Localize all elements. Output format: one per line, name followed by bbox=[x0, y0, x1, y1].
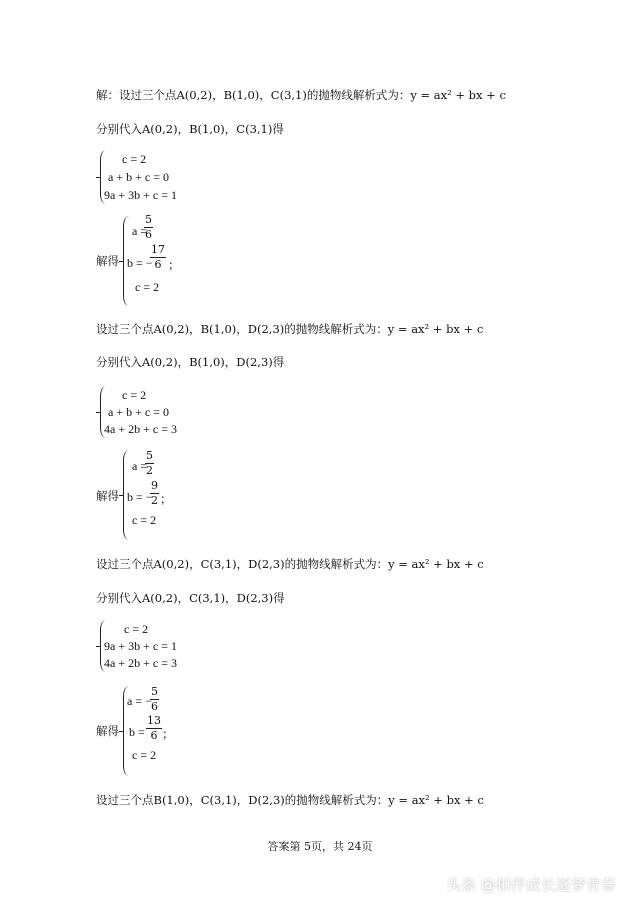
equation: c = 2 bbox=[122, 388, 147, 402]
section-2-intro: 设过三个点A(0,2)，B(1,0)，D(2,3)的抛物线解析式为：y = ax² + bx + c bbox=[96, 322, 484, 336]
equation: c = 2 bbox=[122, 152, 147, 166]
equation: 4a + 2b + c = 3 bbox=[104, 422, 177, 436]
equation: c = 2 bbox=[124, 622, 149, 636]
solution-b-label: b = − bbox=[127, 490, 153, 504]
fraction-a: $\frac{5}{6}$ bbox=[145, 213, 152, 241]
solve-label: 解得 bbox=[96, 724, 119, 738]
fraction-a: $\frac{5}{6}$ bbox=[151, 685, 158, 713]
solve-label: 解得 bbox=[96, 254, 119, 268]
solution-b-label: b = − bbox=[127, 256, 153, 270]
section-2-substitute: 分别代入A(0,2)，B(1,0)，D(2,3)得 bbox=[96, 355, 285, 369]
equation: 9a + 3b + c = 1 bbox=[104, 188, 177, 202]
fraction-b: $\frac{9}{2}$ bbox=[151, 479, 158, 507]
section-3-substitute: 分别代入A(0,2)，C(3,1)，D(2,3)得 bbox=[96, 591, 285, 605]
fraction-b: $\frac{17}{6}$ bbox=[151, 243, 165, 271]
watermark: 头条 @相伴成长逐梦青春 bbox=[446, 876, 616, 894]
equation: 4a + 2b + c = 3 bbox=[104, 656, 177, 670]
fraction-a: $\frac{5}{2}$ bbox=[146, 449, 153, 477]
page-footer: 答案第 5页，共 24页 bbox=[267, 840, 373, 853]
section-4-intro: 设过三个点B(1,0)，C(3,1)，D(2,3)的抛物线解析式为：y = ax² + bx + c bbox=[96, 793, 484, 807]
solution-c: c = 2 bbox=[132, 748, 157, 762]
equation: 9a + 3b + c = 1 bbox=[104, 639, 177, 653]
fraction-b: $\frac{13}{6}$ bbox=[147, 714, 161, 742]
semicolon: ； bbox=[162, 727, 175, 741]
semicolon: ； bbox=[168, 258, 181, 272]
semicolon: ； bbox=[160, 492, 173, 506]
equation: a + b + c = 0 bbox=[108, 405, 169, 419]
section-1-substitute: 分别代入A(0,2)，B(1,0)，C(3,1)得 bbox=[96, 122, 284, 136]
solve-label: 解得 bbox=[96, 489, 119, 503]
solution-a-label: a = bbox=[132, 459, 148, 473]
solution-c: c = 2 bbox=[132, 513, 157, 527]
solution-b-label: b = bbox=[129, 725, 145, 739]
section-3-intro: 设过三个点A(0,2)，C(3,1)，D(2,3)的抛物线解析式为：y = ax² + bx + c bbox=[96, 557, 484, 571]
solution-c: c = 2 bbox=[135, 280, 160, 294]
solution-a-label: a = bbox=[132, 224, 148, 238]
section-1-intro: 解：设过三个点A(0,2)，B(1,0)，C(3,1)的抛物线解析式为：y = ax² + bx + c bbox=[96, 88, 506, 102]
solution-a-label: a = − bbox=[127, 694, 152, 708]
equation: a + b + c = 0 bbox=[108, 170, 169, 184]
